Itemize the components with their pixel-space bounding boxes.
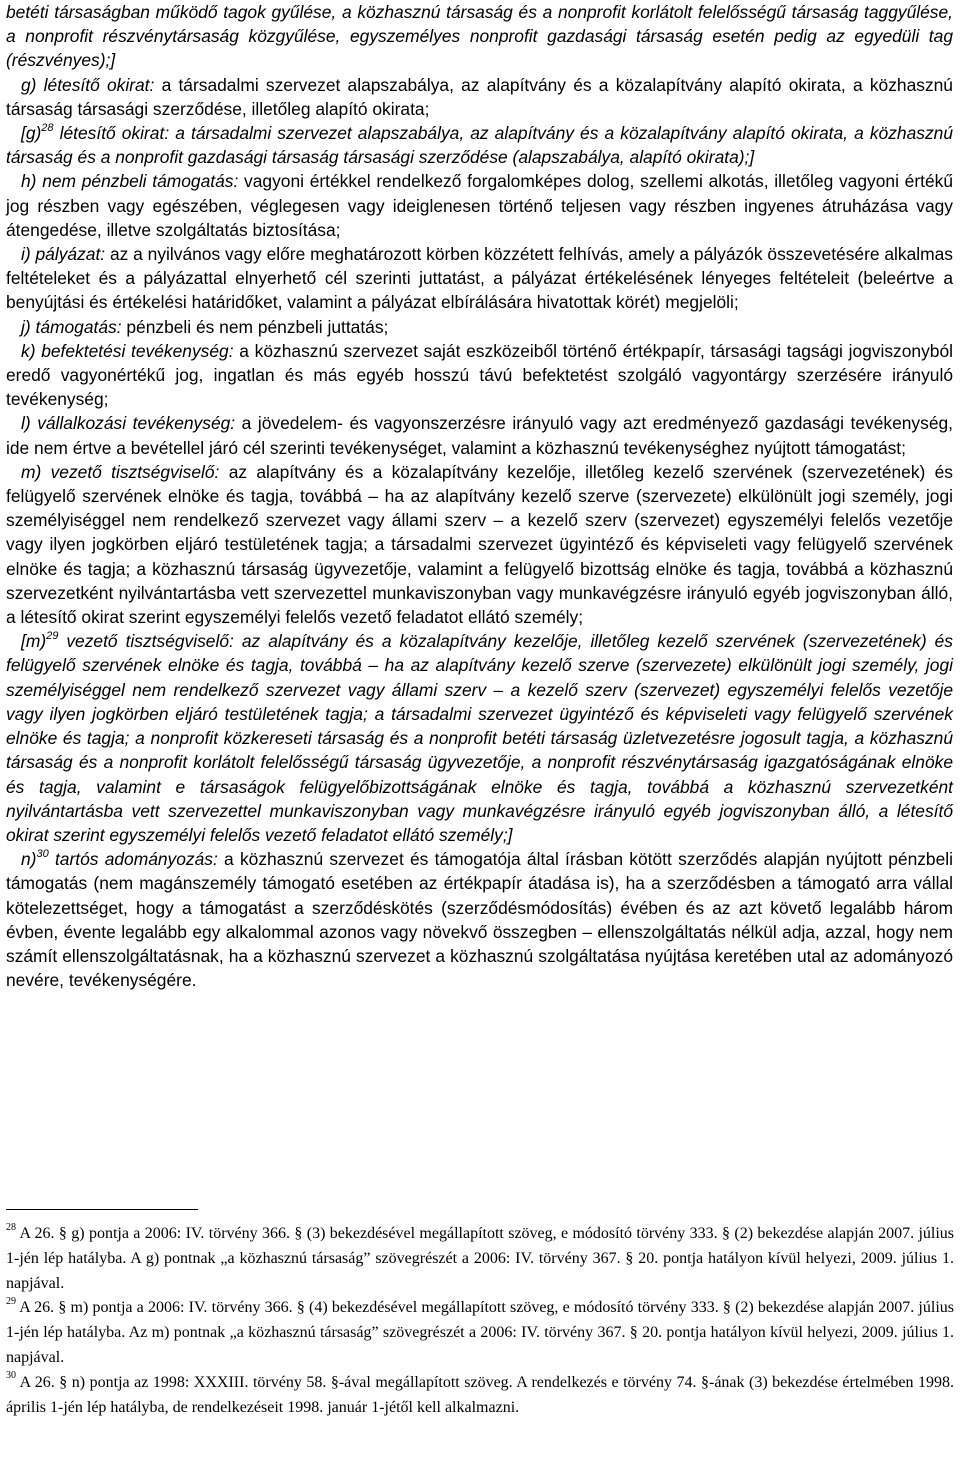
footnote-30 [6,1371,954,1421]
paragraph-g [6,73,953,121]
prefix-n: n) [21,849,37,870]
footnote-29 [6,1296,954,1370]
footnote-number: 30 [6,1370,16,1382]
term-i: i) pályázat: [21,244,106,265]
text-n: a közhasznú szervezet és támogatója által írásban kötött szerződés alapján nyújtott pénzbeli támogatás (nem magánszemély támogató esetében az értékpapír átadása is), ha a szerződésben a támogató arra vállal kötelezettséget, hogy a támogatást a szerződéskötés (szerződésmódosítás) évében és az azt követő legalább három évben, évente legalább egy alkalommal azonos vagy növekvő összegben – ellenszolgáltatás nélkül adja, azzal, hogy nem számít ellenszolgáltatásnak, ha a közhasznú szervezet a közhasznú szolgáltatása nyújtása keretében utal az adományozó nevére, tevékenységére. [6,849,954,991]
paragraph-g-old [6,121,953,169]
text-h: vagyoni értékkel rendelkező forgalomképes dolog, szellemi alkotás, illetőleg vagyoni értékű jog részben vagy egészében, véglegesen vagy ideiglenesen történő teljesen vagy részben ingyenes átruházása vagy átengedése, illetve szolgáltatás biztosítása; [6,171,953,240]
prefix-g-old: [g) [21,123,42,144]
paragraph-j [6,315,953,339]
paragraph-n [6,847,953,992]
paragraph-f-continuation [6,0,953,73]
footnote-ref-28[interactable]: 28 [41,122,54,135]
term-k: k) befektetési tevékenység: [21,340,234,361]
text-l: a jövedelem- és vagyonszerzésre irányuló vagy azt eredményező gazdasági tevékenység, ide nem értve a bevétellel járó cél szerinti tevékenységet, valamint a közhasznú tevékenységhez nyújtott támogatást; [6,413,953,458]
text-m: az alapítvány és a közalapítvány kezelője, illetőleg kezelő szervének (szervezetének) és felügyelő szervének elnöke és tagja, továbbá – ha az alapítvány kezelő szerve (szervezete) elkülönült jogi személy, jogi személyiséggel nem rendelkező szervezet vagy állami szerv – a kezelő szerv (szervezet) egyszemélyi felelős vezetője vagy ilyen jogkörben eljáró testületének tagja; a társadalmi szervezet ügyintéző és képviseleti vagy felügyelő szervének elnöke és tagja; a közhasznú társaság ügyvezetője, valamint a felügyelő bizottság elnöke és tagja, továbbá a közhasznú szervezetként nyilvántartásba vett szervezettel munkaviszonyban vagy munkavégzésre irányuló egyéb jogviszonyban álló, a létesítő okirat szerint egyszemélyi felelős vezető feladatot ellátó személy; [6,461,953,628]
term-g: g) létesítő okirat: [21,74,155,95]
text-g-old: létesítő okirat: a társadalmi szervezet alapszabálya, az alapítvány és a közalapítvány alapító okirata, a közhasznú társaság és a nonprofit gazdasági társaság társasági szerződése (alapszabálya, alapító okirata);] [6,123,953,168]
text-k: a közhasznú szervezet saját eszközeiből történő értékpapír, társasági tagsági jogviszonyból eredő vagyonértékű jog, ingatlan és más egyéb hosszú távú befektetést szolgáló vagyontárgy szerzésére irányuló tevékenység; [6,340,954,410]
text-i: az a nyilvános vagy előre meghatározott körben közzétett felhívás, amely a pályázók összevetésére alkalmas feltételeket és a pályázattal elnyerhető cél szerinti juttatást, a pályázat értékelésének lényeges feltételeit (beleértve a benyújtási és értékelési határidőket, valamint a pályázat elbírálására hivatottak körét) megjelöli; [6,244,953,313]
footnote-ref-29[interactable]: 29 [46,630,59,643]
footnotes [6,1222,954,1420]
prefix-m-old: [m) [21,631,47,652]
footnote-text: A 26. § g) pontja a 2006: IV. törvény 366. § (3) bekezdésével megállapított szöveg, e módosító törvény 333. § (2) bekezdése alapján 2007. július 1-jén lép hatályba. A g) pontnak „a közhasznú társaság” szövegrészét a 2006: IV. törvény 367. § 20. pontja hatályon kívül helyezi, 2009. július 1. napjával. [6,1225,954,1292]
paragraph-l [6,411,953,459]
term-n: tartós adományozás: [48,849,218,870]
term-m: m) vezető tisztségviselő: [21,461,220,482]
footnote-ref-30[interactable]: 30 [36,848,49,861]
footnote-text: A 26. § m) pontja a 2006: IV. törvény 366. § (4) bekezdésével megállapított szöveg, e módosító törvény 333. § (2) bekezdése alapján 2007. július 1-jén lép hatályba. Az m) pontnak „a közhasznú társaság” szövegrészét a 2006: IV. törvény 367. § 20. pontja hatályon kívül helyezi, 2009. július 1. napjával. [6,1299,954,1366]
paragraph-h [6,169,953,242]
footnote-number: 28 [6,1221,16,1233]
paragraph-i [6,242,953,315]
footnote-28 [6,1222,954,1296]
footnote-divider [6,1209,198,1210]
paragraph-m-old [6,629,953,847]
footnote-text: A 26. § n) pontja az 1998: XXXIII. törvény 58. §-ával megállapított szöveg. A rendelkezés e törvény 74. §-ának (3) bekezdése értelmében 1998. április 1-jén lép hatályba, de rendelkezéseit 1998. január 1-jétől kell alkalmazni. [6,1373,954,1416]
text-span: betéti társaságban működő tagok gyűlése, a közhasznú társaság és a nonprofit korlátolt felelősségű társaság taggyűlése, a nonprofit részvénytársaság közgyűlése, egyszemélyes nonprofit gazdasági társaság esetén pedig az egyedüli tag (részvényes);] [6,2,953,71]
footnote-number: 29 [6,1296,16,1308]
main-text [6,0,953,992]
term-h: h) nem pénzbeli támogatás: [21,171,239,192]
text-g: a társadalmi szervezet alapszabálya, az alapítvány és a közalapítvány alapító okirata, a közhasznú társaság társasági szerződése, illetőleg alapító okirata; [6,74,953,119]
term-l: l) vállalkozási tevékenység: [21,413,236,434]
text-m-old: vezető tisztségviselő: az alapítvány és a közalapítvány kezelője, illetőleg kezelő szervének (szervezetének) és felügyelő szervének elnöke és tagja, továbbá – ha az alapítvány kezelő szerve (szervezete) elkülönült jogi személy, jogi személyiséggel nem rendelkező szervezet vagy állami szerv – a kezelő szerv (szervezet) egyszemélyi felelős vezetője vagy ilyen jogkörben eljáró testületének tagja; a társadalmi szervezet ügyintéző és képviseleti vagy felügyelő szervének elnöke és tagja; a nonprofit közkereseti társaság és a nonprofit betéti társaság üzletvezetésre jogosult tagja, a közhasznú társaság és a nonprofit korlátolt felelősségű társaság ügyvezetője, a nonprofit részvénytársaság igazgatóságának elnöke és tagja, valamint e társaságok felügyelőbizottságának elnöke és tagja, továbbá a közhasznú szervezetként nyilvántartásba vett szervezettel munkaviszonyban vagy munkavégzésre irányuló egyéb jogviszonyban álló, a létesítő okirat szerint egyszemélyi felelős vezető feladatot ellátó személy;] [6,631,953,845]
paragraph-m [6,460,953,629]
term-j: j) támogatás: [21,316,122,337]
text-j: pénzbeli és nem pénzbeli juttatás; [121,316,389,337]
paragraph-k [6,339,953,412]
